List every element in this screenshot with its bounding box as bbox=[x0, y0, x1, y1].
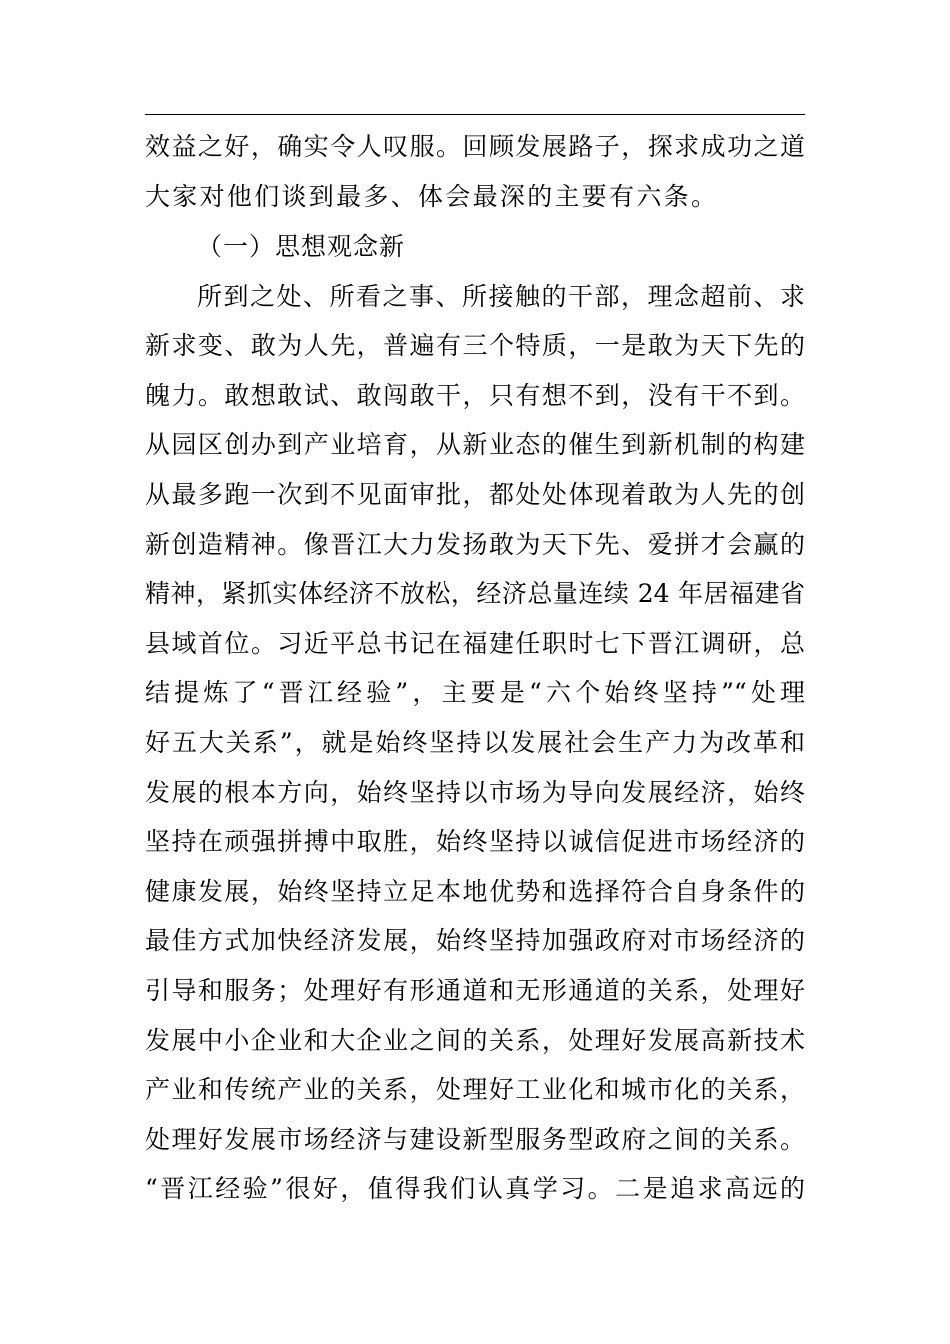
text-line: 精神，紧抓实体经济不放松，经济总量连续 24 年居福建省 bbox=[145, 579, 805, 608]
text-line: “晋江经验”很好，值得我们认真学习。二是追求高远的 bbox=[145, 1174, 805, 1203]
text-line: 产业和传统产业的关系，处理好工业化和城市化的关系， bbox=[145, 1075, 805, 1104]
section-heading: （一）思想观念新 bbox=[197, 232, 406, 261]
text-line: 坚持在顽强拼搏中取胜，始终坚持以诚信促进市场经济的 bbox=[145, 827, 805, 856]
text-line: 新求变、敢为人先，普遍有三个特质，一是敢为天下先的 bbox=[145, 331, 805, 360]
text-line: 引导和服务；处理好有形通道和无形通道的关系，处理好 bbox=[145, 976, 805, 1005]
paragraph-first-line: 所到之处、所看之事、所接触的干部，理念超前、求 bbox=[197, 282, 805, 311]
text-line: 健康发展，始终坚持立足本地优势和选择符合自身条件的 bbox=[145, 877, 805, 906]
header-rule bbox=[145, 114, 805, 115]
text-line: 结提炼了“晋江经验”，主要是“六个始终坚持”“处理 bbox=[145, 678, 805, 707]
text-line: 最佳方式加快经济发展，始终坚持加强政府对市场经济的 bbox=[145, 926, 805, 955]
text-line: 新创造精神。像晋江大力发扬敢为天下先、爱拼才会赢的 bbox=[145, 530, 805, 559]
text-line: 发展中小企业和大企业之间的关系，处理好发展高新技术 bbox=[145, 1026, 805, 1055]
text-line: 处理好发展市场经济与建设新型服务型政府之间的关系。 bbox=[145, 1125, 805, 1154]
text-line: 从最多跑一次到不见面审批，都处处体现着敢为人先的创 bbox=[145, 480, 805, 509]
text-line: 发展的根本方向，始终坚持以市场为导向发展经济，始终 bbox=[145, 778, 805, 807]
text-line: 县域首位。习近平总书记在福建任职时七下晋江调研，总 bbox=[145, 629, 805, 658]
text-line: 大家对他们谈到最多、体会最深的主要有六条。 bbox=[145, 182, 719, 211]
text-line: 从园区创办到产业培育，从新业态的催生到新机制的构建 bbox=[145, 430, 805, 459]
text-line: 魄力。敢想敢试、敢闯敢干，只有想不到，没有干不到。 bbox=[145, 381, 805, 410]
text-line: 好五大关系”，就是始终坚持以发展社会生产力为改革和 bbox=[145, 728, 805, 757]
text-line: 效益之好，确实令人叹服。回顾发展路子，探求成功之道 bbox=[145, 132, 805, 161]
